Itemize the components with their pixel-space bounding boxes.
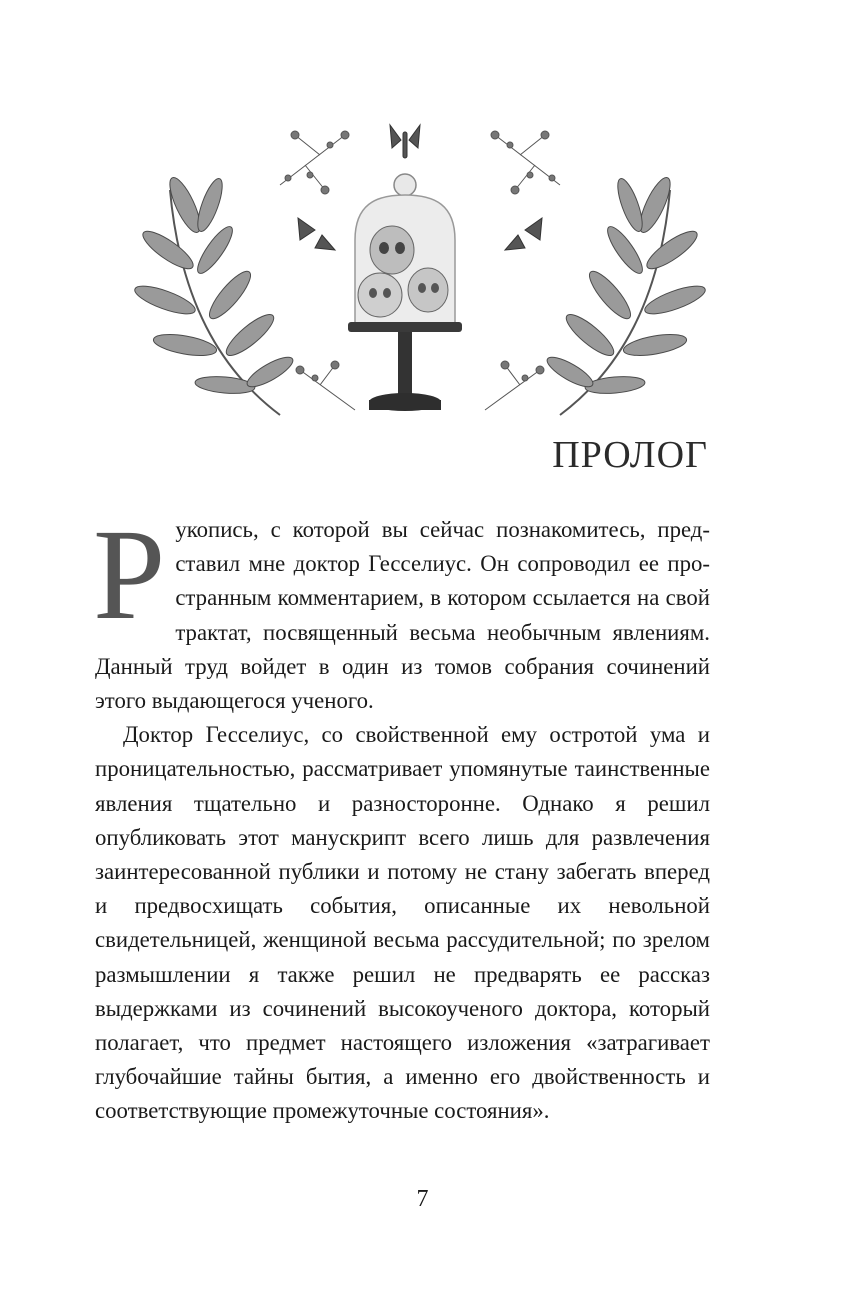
page-number: 7: [416, 1186, 429, 1212]
drop-cap: Р: [93, 503, 166, 647]
bell-jar-ornament: [130, 110, 710, 430]
paragraph-1-text: укопись, с которой вы сейчас познакомитесь, представил мне доктор Гесселиус. Он сопроводил ее пространным комментарием, в котором ссылается на свой трактат, посвященный весьма необычным явлениям. Данный труд войдет в один из томов собрания сочинений этого выдающегося ученого.: [95, 517, 710, 714]
paragraph-2: Доктор Гесселиус, со свойственной ему остротой ума и проницательностью, рассматривает упомянутые таинственные явления тщательно и разносторонне. Однако я решил опубликовать этот манускрипт всего лишь для развлечения заинтересованной публики и потому не стану забегать вперед и предвосхищать события, описанные их невольной свидетельницей, женщиной весьма рассудительной; по зрелом размышлении я также решил не предварять ее рассказ выдержками из сочинений высокоученого доктора, который полагает, что предмет настоящего изложения «затрагивает глубочайшие тайны бытия, а именно его двойственность и соответствующие промежуточные состояния».: [95, 722, 710, 1124]
chapter-title: ПРОЛОГ: [552, 434, 708, 476]
bell-jar-skulls-icon: [348, 174, 462, 411]
leaf-wreath-right-icon: [543, 174, 708, 415]
leaf-wreath-left-icon: [132, 174, 297, 415]
paragraph-1: [93, 503, 710, 718]
body-text: [93, 503, 710, 1129]
